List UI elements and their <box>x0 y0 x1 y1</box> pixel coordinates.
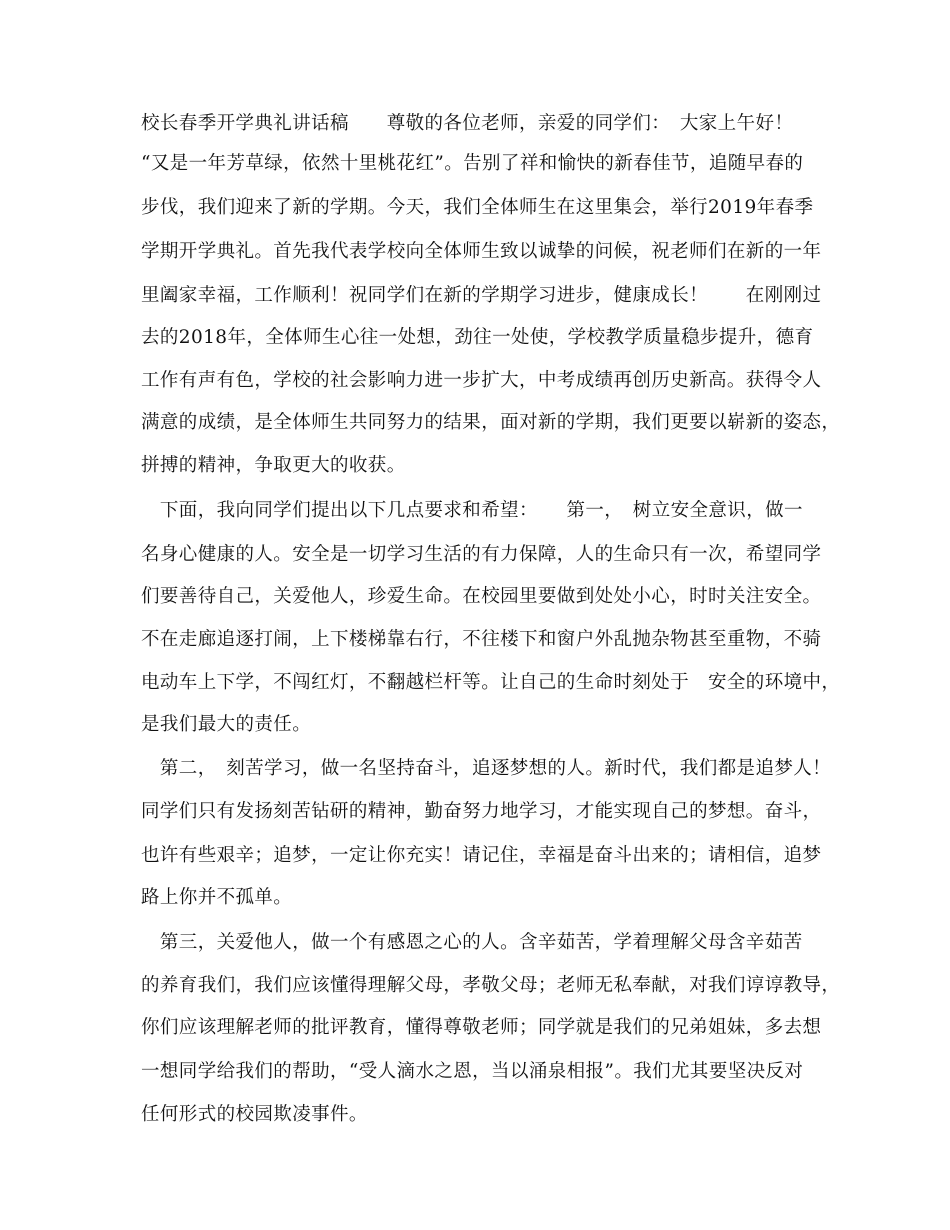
text-line: 满意的成绩，是全体师生共同努力的结果，面对新的学期，我们更要以崭新的姿态， <box>141 412 841 433</box>
text-line: 同学们只有发扬刻苦钻研的精神，勤奋努力地学习，才能实现自己的梦想。奋斗， <box>141 801 822 822</box>
text-line: 拼搏的精神，争取更大的收获。 <box>141 455 406 476</box>
text-line: 步伐，我们迎来了新的学期。今天，我们全体师生在这里集会，举行2019年春季 <box>141 197 814 218</box>
text-line: 校长春季开学典礼讲话稿 尊敬的各位老师，亲爱的同学们： 大家上午好！ <box>141 113 794 134</box>
text-line: 是我们最大的责任。 <box>141 714 312 735</box>
text-line: 第二， 刻苦学习，做一名坚持奋斗，追逐梦想的人。新时代，我们都是追梦人！ <box>141 758 832 779</box>
text-line: 也许有些艰辛；追梦，一定让你充实！请记住，幸福是奋斗出来的；请相信，追梦 <box>141 845 822 866</box>
text-line: 任何形式的校园欺凌事件。 <box>141 1104 368 1125</box>
text-line: 的养育我们，我们应该懂得理解父母，孝敬父母；老师无私奉献，对我们谆谆教导， <box>141 975 841 996</box>
text-line: 去的2018年，全体师生心往一处想，劲往一处使，学校教学质量稳步提升，德育 <box>141 327 814 348</box>
text-line: 路上你并不孤单。 <box>141 887 293 908</box>
text-line: 里阖家幸福，工作顺利！祝同学们在新的学期学习进步，健康成长！ 在刚刚过 <box>141 285 822 306</box>
text-line: 一想同学给我们的帮助，“受人滴水之恩，当以涌泉相报”。我们尤其要坚决反对 <box>141 1061 804 1082</box>
text-line: 们要善待自己，关爱他人，珍爱生命。在校园里要做到处处小心，时时关注安全。 <box>141 586 822 607</box>
text-line: 不在走廊追逐打闹，上下楼梯靠右行，不往楼下和窗户外乱抛杂物甚至重物，不骑 <box>141 629 822 650</box>
text-line: “又是一年芳草绿，依然十里桃花红”。告别了祥和愉快的新春佳节，追随早春的 <box>141 153 804 174</box>
text-line: 第三，关爱他人，做一个有感恩之心的人。含辛茹苦，学着理解父母含辛茹苦 <box>141 932 803 953</box>
text-line: 你们应该理解老师的批评教育，懂得尊敬老师；同学就是我们的兄弟姐妹，多去想 <box>141 1017 822 1038</box>
text-line: 下面，我向同学们提出以下几点要求和希望： 第一， 树立安全意识，做一 <box>141 500 803 521</box>
text-line: 学期开学典礼。首先我代表学校向全体师生致以诚挚的问候，祝老师们在新的一年 <box>141 241 822 262</box>
text-line: 电动车上下学，不闯红灯，不翻越栏杆等。让自己的生命时刻处于 安全的环境中， <box>141 672 841 693</box>
text-line: 工作有声有色，学校的社会影响力进一步扩大，中考成绩再创历史新高。获得令人 <box>141 370 822 391</box>
text-line: 名身心健康的人。安全是一切学习生活的有力保障，人的生命只有一次，希望同学 <box>141 544 822 565</box>
